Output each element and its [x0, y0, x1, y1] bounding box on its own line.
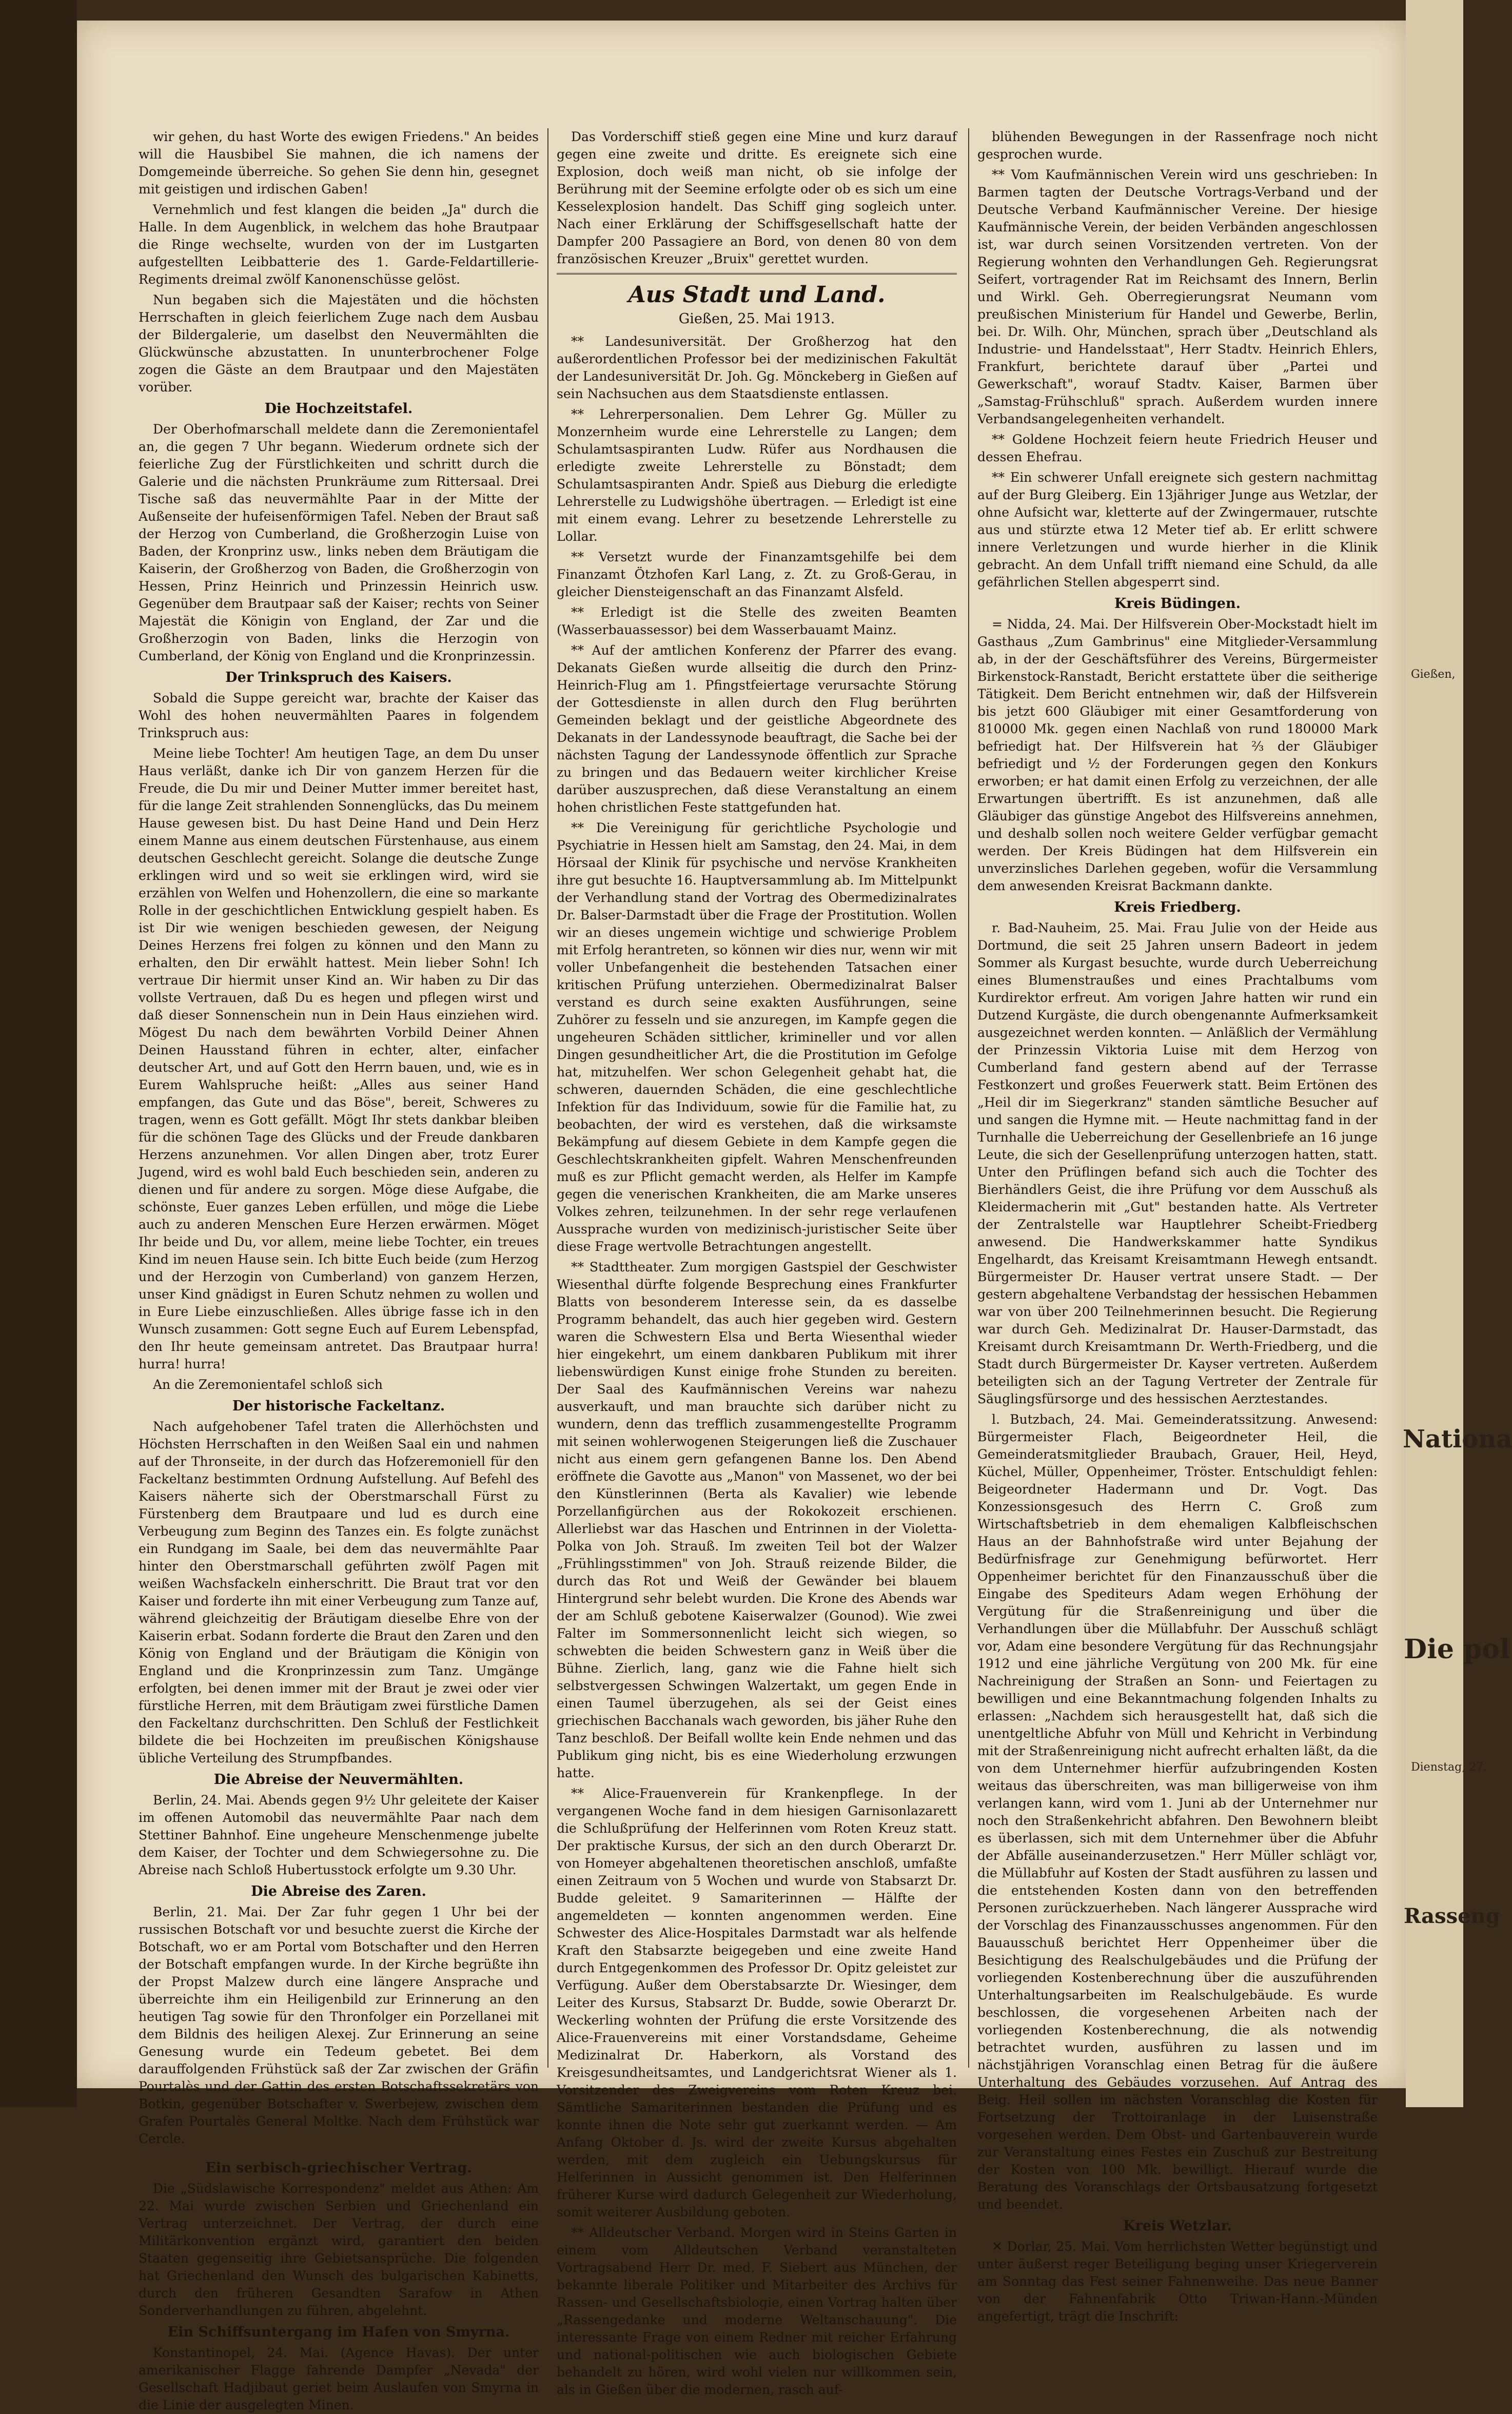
- edge-ad-text: Nationa: [1403, 1425, 1512, 1454]
- paragraph: Der Oberhofmarschall meldete dann die Zeremonientafel an, die gegen 7 Uhr begann. Wiederum ordnete sich der feierliche Zug der Fürstlichkeiten und schritt durch die Galerie und die nächsten Prunkräume zum Rittersaal. Drei Tische saß das neuvermählte Paar in der Mitte der Außenseite der hufeisenförmigen Tafel. Neben der Braut saß der Herzog von Cumberland, die Großherzogin Luise von Baden, der Kronprinz usw., links neben dem Bräutigam die Kaiserin, der Großherzog von Baden, die Großherzogin von Hessen, Prinz Heinrich und Prinzessin Heinrich usw. Gegenüber dem Brautpaar saß der Kaiser; rechts von Seiner Majestät die Königin von England, der Zar und die Großherzogin von Baden, links die Herzogin von Cumberland, der König von England und die Kronprinzessin.: [139, 422, 539, 663]
- section-heading: Kreis Büdingen.: [1114, 596, 1241, 612]
- edge-text: Dienstag, 27.: [1411, 1761, 1487, 1774]
- paragraph: Meine liebe Tochter! Am heutigen Tage, an dem Du unser Haus verläßt, danke ich Dir von ganzem Herzen für die Freude, die Du mir und Deiner Mutter immer bereitet hast, für die lange Zeit strahlenden Sonnenglücks, das Du meinem Hause gewesen bist. Du hast Deine Hand und Dein Herz einem Manne aus einem deutschen Fürstenhause, aus einem deutschen Geschlecht gereicht. Solange die deutsche Zunge erklingen wird und so weit sie erklingen wird, wird sie erzählen von Welfen und Hohenzollern, die eine so markante Rolle in der geschichtlichen Entwicklung gespielt haben. Es ist Dir wie wenigen beschieden gewesen, der Neigung Deines Herzens frei folgen zu können und den Mann zu erhalten, den Dir erwählt hattest. Mein lieber Sohn! Ich vertraue Dir hiermit unser Kind an. Wir haben zu Dir das vollste Vertrauen, daß Du es hegen und pflegen wirst und daß dieser Sonnenschein nun in Dein Haus einziehen wird. Mögest Du nach dem bewährten Vorbild Deiner Ahnen Deinen Hausstand führen in echter, alter, einfacher deutscher Art, und auf Gott den Herrn bauen, und, wie es in Eurem Wahlspruche heißt: „Alles aus seiner Hand empfangen, das Gute und das Böse", bereit, Schweres zu tragen, wenn es Gott gefällt. Mögt Ihr stets dankbar bleiben für die schönen Tage des Glücks und der Freude dankbaren Herzens anzunehmen. Vor allen Dingen aber, trotz Eurer Jugend, wird es wohl bald Euch beschieden sein, anderen zu dienen und für andere zu sorgen. Möge diese Aufgabe, die schönste, Euer ganzes Leben erfüllen, und möge die Liebe auch zu anderen Menschen Eure Herzen erwärmen. Möget Ihr beide und Du, vor allem, meine liebe Tochter, ein treues Kind im neuen Hause sein. Ich bitte Euch beide (zum Herzog und der Herzogin von Cumberland) von ganzem Herzen, unser Kind gnädigst in Euren Schutz nehmen zu wollen und in Eure Liebe einzuschließen. Alles übrige fasse ich in den Wunsch zusammen: Gott segne Euch auf Eurem Lebenspfad, den Ihr heute gemeinsam antretet. Das Brautpaar hurra! hurra! hurra!: [139, 746, 539, 1371]
- paragraph: Konstantinopel, 24. Mai. (Agence Havas). Der unter amerikanischer Flagge fahrende Dampfer „Nevada" der Gesellschaft Hadjibaut geriet beim Auslaufen von Smyrna in die Linie der ausgelegten Minen.: [139, 2345, 539, 2412]
- paragraph: ** Die Vereinigung für gerichtliche Psychologie und Psychiatrie in Hessen hielt am Samstag, den 24. Mai, in dem Hörsaal der Klinik für psychische und nervöse Krankheiten ihre gut besuchte 16. Hauptversammlung ab. Im Mittelpunkt der Verhandlung stand der Vortrag des Obermedizinalrates Dr. Balser-Darmstadt über die Frage der Prostitution. Wollen wir an dieses ungemein wichtige und schwierige Problem mit Erfolg herantreten, so können wir dies nur, wenn wir mit voller Unbefangenheit die bestehenden Tatsachen einer kritischen Prüfung unterziehen. Obermedizinalrat Balser verstand es durch seine exakten Ausführungen, seine Zuhörer zu fesseln und sie anzuregen, im Kampfe gegen die ungeheuren Schäden sittlicher, krimineller und vor allen Dingen gesundheitlicher Art, die die Prostitution im Gefolge hat, mitzuhelfen. Wer schon Gelegenheit gehabt hat, die schweren, dauernden Schäden, die eine geschlechtliche Infektion für das Individuum, sowie für die Familie hat, zu beobachten, der wird es verstehen, daß die wirksamste Bekämpfung auf diesem Gebiete in dem Kampfe gegen die Geschlechtskrankheiten gipfelt. Wahren Menschenfreunden muß es zur Pflicht gemacht werden, als Helfer im Kampfe gegen die venerischen Krankheiten, die am Marke unseres Volkes zehren, teilzunehmen. In der sehr rege verlaufenen Aussprache wurden von medizinisch-juristischer Seite über diese Frage wertvolle Betrachtungen angestellt.: [557, 820, 957, 1254]
- paragraph: = Nidda, 24. Mai. Der Hilfsverein Ober-Mockstadt hielt im Gasthaus „Zum Gambrinus" eine Mitglieder-Versammlung ab, in der der Geschäftsführer des Vereins, Bürgermeister Birkenstock-Ranstadt, Bericht erstattete über die seitherige Tätigkeit. Dem Bericht entnehmen wir, daß der Hilfsverein bis jetzt 600 Gläubiger mit einer Gesamtforderung von 810000 Mk. gegen einen Nachlaß von rund 180000 Mark befriedigt hat. Der Hilfsverein hat ⅔ der Gläubiger befriedigt und ½ der Forderungen gegen den Konkurs erworben; er hat damit einen Erfolg zu verzeichnen, der alle Erwartungen übertrifft. Es ist anzunehmen, daß alle Gläubiger das günstige Angebot des Hilfsvereins annehmen, und deshalb sollen noch weitere Gelder verfügbar gemacht werden. Der Kreis Büdingen hat dem Hilfsverein ein unverzinsliches Darlehen gegeben, wofür die Versammlung dem anwesenden Kreisrat Backmann dankte.: [977, 617, 1378, 893]
- column-2: [557, 128, 957, 2397]
- section-heading: Kreis Wetzlar.: [1123, 2218, 1232, 2234]
- paragraph: ** Erledigt ist die Stelle des zweiten Beamten (Wasserbauassessor) bei dem Wasserbauamt Mainz.: [557, 605, 957, 637]
- column-rule: [547, 128, 548, 2068]
- column-rule: [968, 128, 969, 2068]
- paragraph: Nach aufgehobener Tafel traten die Allerhöchsten und Höchsten Herrschaften in den Weißen Saal ein und nahmen auf der Thronseite, in der durch das Hofzeremoniell für den Fackeltanz bestimmten Ordnung Aufstellung. Auf Befehl des Kaisers näherte sich der Oberstmarschall Fürst zu Fürstenberg dem Brautpaare und lud es durch eine Verbeugung zum Beginn des Tanzes ein. Es folgte zunächst ein Rundgang im Saale, bei dem das neuvermählte Paar hinter den Oberstmarschall geführten zwölf Pagen mit weißen Wachsfackeln einherschritt. Die Braut trat vor den Kaiser und forderte ihn mit einer Verbeugung zum Tanze auf, während gleichzeitig der Bräutigam dieselbe Ehre von der Kaiserin erbat. Sodann forderte die Braut den Zaren und den König von England und der Bräutigam die Königin von England und die Kronprinzessin zum Tanz. Umgänge erfolgten, bei denen immer mit der Braut je zwei oder vier fürstliche Herren, mit dem Bräutigam zwei fürstliche Damen den Fackeltanz durchschritten. Den Schluß der Festlichkeit bildete die bei Hochzeiten im preußischen Königshause übliche Verteilung des Strumpfbandes.: [139, 1419, 539, 1765]
- paragraph: Die „Südslawische Korrespondenz" meldet aus Athen: Am 22. Mai wurde zwischen Serbien und Griechenland ein Vertrag unterzeichnet. Der Vertrag, der durch eine Militärkonvention ergänzt wird, garantiert den beiden Staaten gegenseitig ihre Gebietsansprüche. Die folgenden hat Griechenland den Wunsch des bulgarischen Kabinetts, durch den früheren Gesandten Sarafow in Athen Sonderverhandlungen zu führen, abgelehnt.: [139, 2181, 539, 2318]
- column-3: [977, 128, 1378, 2324]
- section-heading: Die Abreise der Neuvermählten.: [213, 1772, 464, 1788]
- section-heading: Der Trinkspruch des Kaisers.: [225, 670, 452, 685]
- page-gutter: [0, 0, 77, 2107]
- paragraph: Vernehmlich und fest klangen die beiden „Ja" durch die Halle. In dem Augenblick, in welchem das hohe Brautpaar die Ringe wechselte, wurden von der im Lustgarten aufgestellten Leibbatterie des 1. Garde-Feldartillerie-Regiments dreimal zwölf Kanonenschüsse gelöst.: [139, 202, 539, 287]
- edge-text: Gießen,: [1411, 668, 1456, 681]
- paragraph: l. Butzbach, 24. Mai. Gemeinderatssitzung. Anwesend: Bürgermeister Flach, Beigeordneter Heil, die Gemeinderatsmitglieder Braubach, Grauer, Heil, Heyd, Küchel, Müller, Oppenheimer, Tröster. Entschuldigt fehlen: Beigeordneter Hadermann und Dr. Vogt. Das Konzessionsgesuch des Herrn C. Groß zum Wirtschaftsbetrieb in dem ehemaligen Kalbfleischschen Haus an der Bahnhofstraße wird unter Bejahung der Bedürfnisfrage zur Genehmigung befürwortet. Herr Oppenheimer berichtet für den Finanzausschuß über die Eingabe des Spediteurs Adam wegen Erhöhung der Vergütung für die Straßenreinigung und über die Verhandlungen über die Müllabfuhr. Der Ausschuß schlägt vor, Adam eine besondere Vergütung für das Rechnungsjahr 1912 und eine jährliche Vergütung von 200 Mk. für eine Nachreinigung der Straßen an Sonn- und Feiertagen zu bewilligen und eine Bekanntmachung folgenden Inhalts zu erlassen: „Nachdem sich herausgestellt hat, daß sich die unentgeltliche Abfuhr von Müll und Kehricht in Verbindung mit der Straßenreinigung nicht aufrecht erhalten läßt, da die von dem Unternehmer hierfür aufzubringenden Kosten weitaus das überschreiten, was man billigerweise von ihm verlangen kann, wird vom 1. Juni ab der Unternehmer nur noch den Straßenkehricht abfahren. Den Bewohnern bleibt es überlassen, sich mit dem Unternehmer über die Abfuhr der Abfälle auseinanderzusetzen." Herr Müller schlägt vor, die Müllabfuhr auf Kosten der Stadt ausführen zu lassen und die entstehenden Kosten dann von den betreffenden Personen zurückzuerheben. Nach längerer Aussprache wird der Vorschlag des Finanzausschusses angenommen. Für den Bauausschuß berichtet Herr Oppenheimer über die Besichtigung des Realschulgebäudes und die Prüfung der vorliegenden Kostenberechnung über die auszuführenden Unterhaltungsarbeiten im Realschulgebäude. Es wurde beschlossen, die vorgesehenen Arbeiten nach der vorliegenden Kostenberechnung, die als notwendig betrachtet wurden, ausführen zu lassen und im nächstjährigen Voranschlag einen Betrag für die äußere Unterhaltung des Gebäudes vorzusehen. Auf Antrag des Beig. Heil sollen im nächsten Voranschlag die Kosten für Fortsetzung der Trottoiranlage in der Luisenstraße vorgesehen werden. Dem Obst- und Gartenbauverein wurde zur Veranstaltung eines Festes ein Zuschuß zur Bestreitung der Kosten von 100 Mk. bewilligt. Hierauf wurde die Beratung des Voranschlags der Ortsbausatzung fortgesetzt und beendet.: [977, 1412, 1378, 2212]
- section-heading: Die Hochzeitstafel.: [264, 401, 413, 417]
- section-heading: Die Abreise des Zaren.: [251, 1883, 426, 1899]
- paragraph: wir gehen, du hast Worte des ewigen Friedens." An beides will die Hausbibel Sie mahnen, die ich namens der Domgemeinde überreiche. So gehen Sie denn hin, gesegnet mit geistigen und irdischen Gaben!: [139, 129, 539, 197]
- adjacent-page-edge: [1403, 0, 1512, 2107]
- section-heading: Ein Schiffsuntergang im Hafen von Smyrna.: [167, 2324, 510, 2340]
- edge-ad-text: Rasseng: [1404, 1904, 1500, 1928]
- paragraph: Sobald die Suppe gereicht war, brachte der Kaiser das Wohl des hohen neuvermählten Paares in folgendem Trinkspruch aus:: [139, 691, 539, 740]
- column-1: [139, 128, 539, 2412]
- section-heading: Kreis Friedberg.: [1114, 899, 1241, 915]
- paragraph: ** Landesuniversität. Der Großherzog hat den außerordentlichen Professor bei der medizinischen Fakultät der Landesuniversität Dr. Joh. Gg. Mönckeberg in Gießen auf sein Nachsuchen aus dem Staatsdienste entlassen.: [557, 334, 957, 401]
- paragraph: Das Vorderschiff stieß gegen eine Mine und kurz darauf gegen eine zweite und dritte. Es ereignete sich eine Explosion, doch weiß man nicht, ob sie infolge der Berührung mit der Seemine erfolgte oder ob es sich um eine Kesselexplosion handelt. Das Schiff ging sogleich unter. Nach einer Erklärung der Schiffsgesellschaft hatte der Dampfer 200 Passagiere an Bord, von denen 80 von dem französischen Kreuzer „Bruix" gerettet wurden.: [557, 129, 957, 266]
- paragraph: ** Alldeutscher Verband. Morgen wird in Steins Garten in einem vom Alldeutschen Verband veranstalteten Vortragsabend Herr Dr. med. F. Siebert aus München, der bekannte liberale Politiker und Mitarbeiter des Archivs für Rassen- und Gesellschaftsbiologie, einen Vortrag halten über „Rassengedanke und moderne Weltanschauung". Die interessante Frage von einem Redner mit reicher Erfahrung und national-politischen wie auch biologischen Gebiete behandelt zu hören, wird wohl vielen nur willkommen sein, als in Gießen über die modernen, rasch auf-: [557, 2225, 957, 2397]
- paragraph: Nun begaben sich die Majestäten und die höchsten Herrschaften in gleich feierlichem Zuge nach dem Ausbau der Bildergalerie, um daselbst den Neuvermählten die Glückwünsche abzustatten. In ununterbrochener Folge zogen die Gäste an dem Brautpaar und den Majestäten vorüber.: [139, 292, 539, 395]
- section-heading: Ein serbisch-griechischer Vertrag.: [205, 2160, 472, 2176]
- paragraph: ** Goldene Hochzeit feiern heute Friedrich Heuser und dessen Ehefrau.: [977, 432, 1378, 464]
- edge-ad-text: Die pol: [1404, 1634, 1510, 1665]
- section-heading: Der historische Fackeltanz.: [232, 1398, 445, 1414]
- paragraph: ** Vom Kaufmännischen Verein wird uns geschrieben: In Barmen tagten der Deutsche Vortrags-Verband und der Deutsche Verband Kaufmännischer Vereine. Der hiesige Kaufmännische Verein, der beiden Verbänden angeschlossen ist, war durch seinen Vorsitzenden vertreten. Von der Regierung wohnten den Verhandlungen Geh. Regierungsrat Seifert, vortragender Rat im Reichsamt des Innern, Berlin und Wirkl. Geh. Oberregierungsrat Neumann vom preußischen Ministerium für Handel und Gewerbe, Berlin, bei. Dr. Wilh. Ohr, München, sprach über „Deutschland als Industrie- und Handelsstaat", Herr Stadtv. Heinrich Ehlers, Frankfurt, berichtete darauf über „Partei und Gewerkschaft", worauf Stadtv. Kaiser, Barmen über „Samstag-Frühschluß" sprach. Außerdem wurden innere Verbandsangelegenheiten verhandelt.: [977, 167, 1378, 426]
- dateline: Gießen, 25. Mai 1913.: [678, 311, 835, 327]
- paragraph: ** Versetzt wurde der Finanzamtsgehilfe bei dem Finanzamt Ötzhofen Karl Lang, z. Zt. zu Groß-Gerau, in gleicher Diensteigenschaft an das Finanzamt Alsfeld.: [557, 549, 957, 599]
- paragraph: Berlin, 21. Mai. Der Zar fuhr gegen 1 Uhr bei der russischen Botschaft vor und besuchte zuerst die Kirche der Botschaft, wo er am Portal vom Botschafter und den Herren der Botschaft empfangen wurde. In der Kirche begrüßte ihn der Propst Malzew durch eine längere Ansprache und überreichte ihm ein Heiligenbild zur Erinnerung an den heutigen Tag sowie für den Thronfolger ein Porzellanei mit dem Bildnis des heiligen Alexej. Zur Erinnerung an seine Genesung wurde ein Tedeum gebetet. Bei dem darauffolgenden Frühstück saß der Zar zwischen der Gräfin Pourtalès und der Gattin des ersten Botschaftssekretärs von Botkin, gegenüber Botschafter v. Swerbejew, zwischen dem Grafen Pourtalès General Moltke. Nach dem Frühstück war Cercle.: [139, 1905, 539, 2146]
- divider: [139, 2153, 539, 2154]
- paragraph: r. Bad-Nauheim, 25. Mai. Frau Julie von der Heide aus Dortmund, die seit 25 Jahren unsern Badeort in jedem Sommer als Kurgast besuchte, wurde durch Ueberreichung eines Blumenstraußes und eines Prachtalbums vom Kurdirektor erfreut. Am vorigen Jahre hatten wir rund ein Dutzend Kurgäste, die durch obengenannte Aufmerksamkeit ausgezeichnet werden konnten. — Anläßlich der Vermählung der Prinzessin Viktoria Luise mit dem Herzog von Cumberland fand gestern abend auf der Terrasse Festkonzert und großes Feuerwerk statt. Beim Ertönen des „Heil dir im Siegerkranz" standen sämtliche Besucher auf und sangen die Hymne mit. — Heute nachmittag fand in der Turnhalle die Ueberreichung der Gesellenbriefe an 16 junge Leute, die sich der Gesellenprüfung unterzogen hatten, statt. Unter den Prüflingen befand sich auch die Tochter des Bierhändlers Geist, die ihre Prüfung vor dem Ausschuß als Kleidermacherin mit „Gut" bestanden hatte. Als Vertreter der Zentralstelle war Hauptlehrer Scheibt-Friedberg anwesend. Die Handwerkskammer hatte Syndikus Engelhardt, das Kreisamt Kreisamtmann Hewegh entsandt. Bürgermeister Dr. Hauser vertrat unsere Stadt. — Der gestern abgehaltene Verbandstag der hessischen Hebammen war von über 200 Teilnehmerinnen besucht. Die Regierung war durch Geh. Medizinalrat Dr. Hauser-Darmstadt, das Kreisamt durch Kreisamtmann Dr. Werth-Friedberg, und die Stadt durch Bürgermeister Dr. Kayser vertreten. Außerdem beteiligten sich an der Tagung Vertreter der Zentrale für Säuglingsfürsorge und des hessischen Aerztestandes.: [977, 920, 1378, 1406]
- paragraph: blühenden Bewegungen in der Rassenfrage noch nicht gesprochen wurde.: [977, 129, 1378, 162]
- paragraph: ** Ein schwerer Unfall ereignete sich gestern nachmittag auf der Burg Gleiberg. Ein 13jähriger Junge aus Wetzlar, der ohne Aufsicht war, kletterte auf der Zwingermauer, rutschte aus und stürzte etwa 12 Meter tief ab. Er erlitt schwere innere Verletzungen und wurde hierher in die Klinik gebracht. An dem Unfall trifft niemand eine Schuld, da alle gefährlichen Stellen abgesperrt sind.: [977, 470, 1378, 590]
- section-title: Aus Stadt und Land.: [628, 282, 886, 308]
- newspaper-page: [77, 21, 1406, 2412]
- divider: [557, 273, 957, 274]
- paragraph: ** Alice-Frauenverein für Krankenpflege. In der vergangenen Woche fand in dem hiesigen Garnisonlazarett die Schlußprüfung der Helferinnen vom Roten Kreuz statt. Der praktische Kursus, der sich an den durch Oberarzt Dr. von Homeyer abgehaltenen theoretischen anschloß, umfaßte einen Zeitraum von 5 Wochen und wurde von Stabsarzt Dr. Budde geleitet. 9 Samariterinnen — Hälfte der angemeldeten — konnten angenommen werden. Eine Schwester des Alice-Hospitales Darmstadt war als helfende Kraft den Stabsarzte beigegeben und eine zweite Hand durch Entgegenkommen des Professor Dr. Opitz geleistet zur Verfügung. Außer dem Oberstabsarzte Dr. Wiesinger, dem Leiter des Kursus, Stabsarzt Dr. Budde, sowie Oberarzt Dr. Weckerling wohnten der Prüfung die erste Vorsitzende des Alice-Frauenvereins mit einer Vorstandsdame, Geheime Medizinalrat Dr. Haberkorn, als Vorstand des Kreisgesundheitsamtes, und Landgerichtsrat Wiener als 1. Vorsitzender des Zweigvereins vom Roten Kreuz bei. Sämtliche Samariterinnen bestanden die Prüfung und es konnte ihnen die Note sehr gut zuerkannt werden. — Am Anfang Oktober d. Js. wird der zweite Kursus abgehalten werden, mit dem zugleich ein Uebungskursus für Helferinnen in Aussicht genommen ist. Den Helferinnen früherer Kurse wird dadurch Gelegenheit zur Wiederholung, somit weiterer Ausbildung geboten.: [557, 1786, 957, 2220]
- paragraph: ** Stadttheater. Zum morgigen Gastspiel der Geschwister Wiesenthal dürfte folgende Besprechung eines Frankfurter Blatts von besonderem Interesse sein, da es dasselbe Programm behandelt, das auch hier gegeben wird. Gestern waren die Schwestern Elsa und Berta Wiesenthal wieder hier eingekehrt, um einem dankbaren Publikum mit ihrer liebenswürdigen Kunst einige frohe Stunden zu bereiten. Der Saal des Kaufmännischen Vereins war nahezu ausverkauft, und man brauchte sich darüber nicht zu wundern, denn das trefflich zusammengestellte Programm mit seinen wohlerwogenen Steigerungen ließ die Zuschauer nicht aus einem gern gefangenen Banne los. Den Abend eröffnete die Gavotte aus „Manon" von Massenet, wo der bei den Künstlerinnen (Berta als Kavalier) wie lebende Porzellanfigürchen aus der Rokokozeit erschienen. Allerliebst war das Haschen und Entrinnen in der Violetta-Polka von Joh. Strauß. Im zweiten Teil bot der Walzer „Frühlingsstimmen" von Joh. Strauß reizende Bilder, die durch das Rot und Weiß der Gewänder bei blauem Hintergrund sehr belebt wurden. Die Krone des Abends war der am Schluß gebotene Kaiserwalzer (Gounod). Wie zwei Falter im Sommersonnenlicht leicht sich wiegen, so schwebten die beiden Schwestern ganz in Weiß über die Bühne. Zierlich, lang, ganz wie die Fahne hielt sich selbstvergessen Schwingen Walzertakt, um gegen Ende in einen Taumel überzugehen, als sei der Geist eines griechischen Bacchanals wach geworden, bis jäher Ruhe den Tanz beschloß. Der Beifall wollte kein Ende nehmen und das Publikum ging nicht, bis es eine Wiederholung erzwungen hatte.: [557, 1260, 957, 1780]
- paragraph: ✕ Dorlar, 25. Mai. Vom herrlichsten Wetter begünstigt und unter äußerst reger Beteiligung beging unser Kriegerverein am Sonntag das Fest seiner Fahnenweihe. Das neue Banner von der Fahnenfabrik Otto Triwan-Hann.-Münden angefertigt, trägt die Inschrift:: [977, 2239, 1378, 2324]
- paragraph: ** Lehrerpersonalien. Dem Lehrer Gg. Müller zu Monzernheim wurde eine Lehrerstelle zu Langen; dem Schulamtsaspiranten Ludw. Rüfer aus Nordhausen die erledigte zweite Lehrerstelle zu Bönstadt; dem Schulamtsaspiranten Andr. Spieß aus Dieburg die erledigte Lehrerstelle zu Ludwigshöhe übertragen. — Erledigt ist eine mit einem evang. Lehrer zu besetzende Lehrerstelle zu Lollar.: [557, 407, 957, 544]
- paragraph: ** Auf der amtlichen Konferenz der Pfarrer des evang. Dekanats Gießen wurde allseitig die durch den Prinz-Heinrich-Flug am 1. Pfingstfeiertage verursachte Störung der Gottesdienste in allen durch den Flug berührten Gemeinden beklagt und der geistliche Abgeordnete des Dekanats in der Landessynode beauftragt, die Sache bei der nächsten Tagung der Landessynode öffentlich zur Sprache zu bringen und das Bedauern weiter kirchlicher Kreise darüber auszusprechen, daß diese Veranstaltung an einem hohen christlichen Feste stattgefunden hat.: [557, 643, 957, 815]
- paragraph: An die Zeremonientafel schloß sich: [153, 1377, 383, 1392]
- paragraph: Berlin, 24. Mai. Abends gegen 9½ Uhr geleitete der Kaiser im offenen Automobil das neuvermählte Paar nach dem Stettiner Bahnhof. Eine ungeheure Menschenmenge jubelte dem Kaiser, der Tochter und dem Schwiegersohne zu. Die Abreise nach Schloß Hubertusstock erfolgte um 9.30 Uhr.: [139, 1793, 539, 1877]
